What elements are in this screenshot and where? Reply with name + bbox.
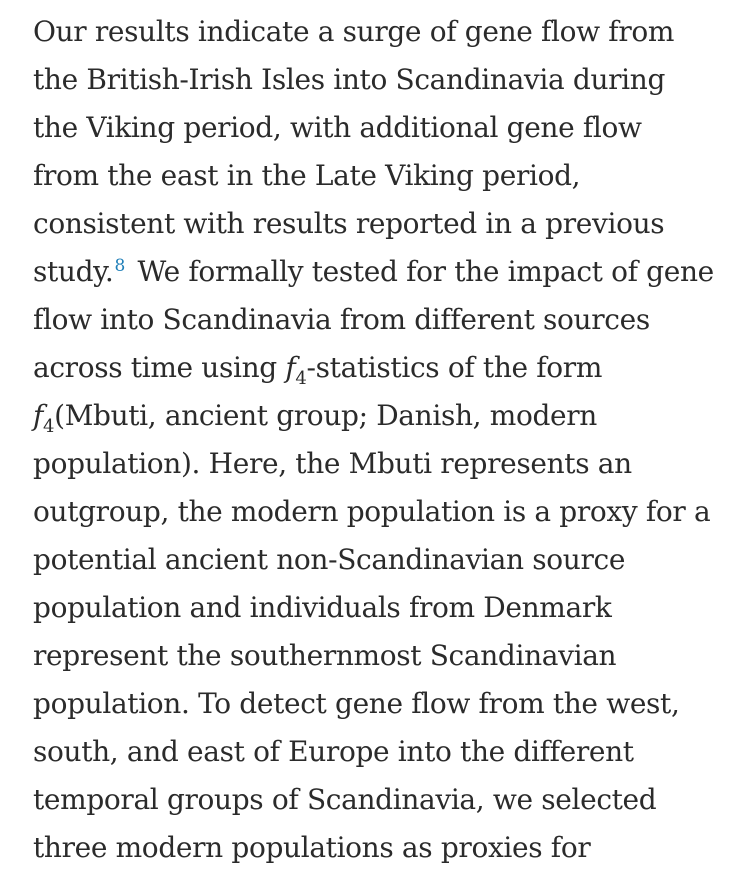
- text-line: the Viking period, with additional gene flow: [33, 111, 642, 144]
- article-body: [33, 8, 733, 872]
- text-line: the British-Irish Isles into Scandinavia during: [33, 63, 666, 96]
- f4-statistic: [285, 351, 307, 389]
- text-line: three modern populations as proxies for: [33, 831, 591, 864]
- text-line: from the east in the Late Viking period,: [33, 159, 581, 192]
- text-line: flow into Scandinavia from different sources: [33, 303, 650, 336]
- text-line: population). Here, the Mbuti represents an: [33, 447, 632, 480]
- text-segment: across time using: [33, 351, 286, 384]
- text-line: south, and east of Europe into the different: [33, 735, 634, 768]
- text-segment: We formally tested for the impact of gene: [128, 255, 714, 288]
- text-line: represent the southernmost Scandinavian: [33, 639, 617, 672]
- text-line: [33, 392, 733, 440]
- text-segment: study.: [33, 255, 114, 288]
- text-segment: (Mbuti, ancient group; Danish, modern: [54, 399, 597, 432]
- text-segment: -statistics of the form: [306, 351, 603, 384]
- text-line: [33, 344, 733, 392]
- text-line: population. To detect gene flow from the west,: [33, 687, 680, 720]
- text-line: consistent with results reported in a previous: [33, 207, 665, 240]
- text-line: population and individuals from Denmark: [33, 591, 612, 624]
- text-line: potential ancient non-Scandinavian source: [33, 543, 626, 576]
- text-line: outgroup, the modern population is a proxy for a: [33, 495, 711, 528]
- text-line: [33, 248, 733, 296]
- citation-link[interactable]: 8: [114, 255, 125, 276]
- text-line: Our results indicate a surge of gene flow from: [33, 15, 675, 48]
- stat-symbol: f: [285, 351, 296, 384]
- stat-subscript: 4: [43, 416, 55, 437]
- stat-symbol: f: [33, 399, 44, 432]
- f4-statistic: [33, 399, 55, 437]
- stat-subscript: 4: [295, 368, 307, 389]
- text-line: temporal groups of Scandinavia, we selected: [33, 783, 657, 816]
